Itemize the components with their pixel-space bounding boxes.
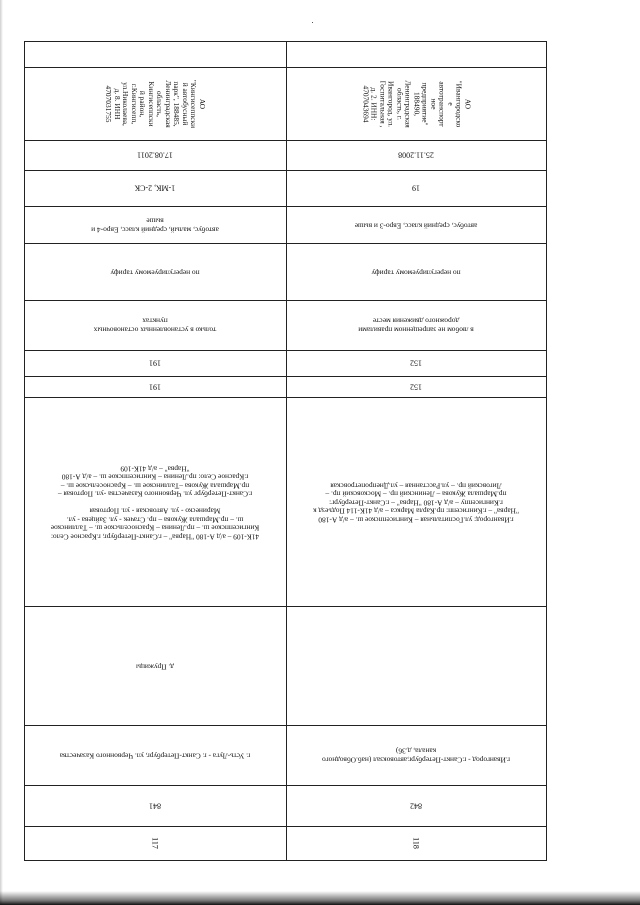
length-back: 191 [149,358,161,368]
route-name-cell [24,725,286,785]
stop-order: в любом не запрещенном правилами дорожного движения месте [357,317,474,335]
vehicle-type: автобус, средний класс, Евро-3 и выше [354,220,477,230]
intermediate-stops: д. Пружицы [136,661,174,671]
tariff: по нерегулируемому тарифу [370,267,461,277]
carrier-cell [24,67,286,140]
route-code-cell [286,785,545,826]
scan-bottom-edge [0,891,640,905]
intermediate-stops-cell [286,606,545,725]
vehicles-cell [286,206,545,243]
streets-text: г.Ивангород: ул.Госпитальная – Кингисеппское ш. – а/д А-180 "Нарва" – г.Кингисепп: пр.Карла Маркса – а/д 41К-114 Подъезд к г.Кингисеппу – а/д А-180 "Нарва" – г.Санкт-Петербург: пр.Маршала Жукова – Ленинский пр. – Московский пр. – Лиговский пр. – ул.Расстанная – ул.Днепропетровская [312,480,519,524]
route-name: г. Усть-Луга - г. Санкт-Петербург, ул. Червонного Казачества [59,751,251,761]
vehicle-count-cell [286,170,545,206]
stop-order: только в установленных остановочных пунктах [93,317,217,335]
route-number: 118 [411,836,421,849]
route-number: 117 [150,836,160,849]
streets-text: 41К-109 – а/д А-180 "Нарва" – г.Санкт-Петербург, г.Красное Село: Кингисеппское ш. – пр.Ленина – Красносельское ш. – Таллинское ш. – пр.Маршала Жукова – пр. Стачек - ул. Зайцева - ул. Маринеско - ул. Автовская - ул. Портовая г.Санкт-Петербург ул. Червонного Казачества -ул. Портовая – пр.Маршала Жукова –Таллинское ш. – Красносельское ш. – г.Красное Село: пр.Ленина – Кингисеппское ш. – а/д А-180 "Нарва" – а/д 41К-109 [50,463,260,541]
route-code: 841 [149,801,161,811]
carrier-text: АО "Кингисеппски й автобусный парк", 188485, Ленинградская область, Кингисеппски й район, г.Кингисепп, ул.Николаева, д. 8. ИНН 4707031755 [104,79,208,128]
scan-speck [312,22,313,23]
stop-order-cell [24,300,286,350]
streets-cell [24,397,286,606]
length-back-cell [24,350,286,376]
vehicle-type: автобус, малый, средний класс, Евро-4 и выше [91,216,219,235]
length-forward: 152 [409,382,422,392]
start-date-cell [24,140,286,170]
length-back-cell [286,350,545,376]
start-date: 17.08.2011 [137,150,173,160]
length-forward: 191 [149,382,161,392]
length-forward-cell [286,376,545,397]
carrier-text: АО "Ивангородско е автотранспорт ное предприятие" 188490, Ленинградская область, г. Ивангород, ул. Госпитальная , д. 2. ИНН: 4707043694 [360,79,472,128]
start-date: 25.11.2008 [397,150,434,160]
vehicle-count: 19 [411,183,420,193]
length-back: 152 [409,358,422,368]
route-number-cell [286,826,545,859]
route-name-cell [286,725,545,785]
vehicle-count: 1-МК, 2-СК [134,183,176,193]
route-name: г.Ивангород - г.Санкт-Петербург,автовокзал (наб.Обводного канала, д.36) [321,747,510,765]
tariff-cell [286,243,545,300]
stop-order-cell [286,300,545,350]
tariff: по нерегулируемому тарифу [110,267,200,277]
vehicles-cell [24,206,286,243]
carrier-cell [286,67,545,140]
route-code-cell [24,785,286,826]
length-forward-cell [24,376,286,397]
scan-left-edge [0,0,3,905]
start-date-cell [286,140,545,170]
vehicle-count-cell [24,170,286,206]
route-number-cell [24,826,286,859]
route-code: 842 [409,801,422,811]
intermediate-stops-cell [24,606,286,725]
tariff-cell [24,243,286,300]
streets-cell [286,397,545,606]
